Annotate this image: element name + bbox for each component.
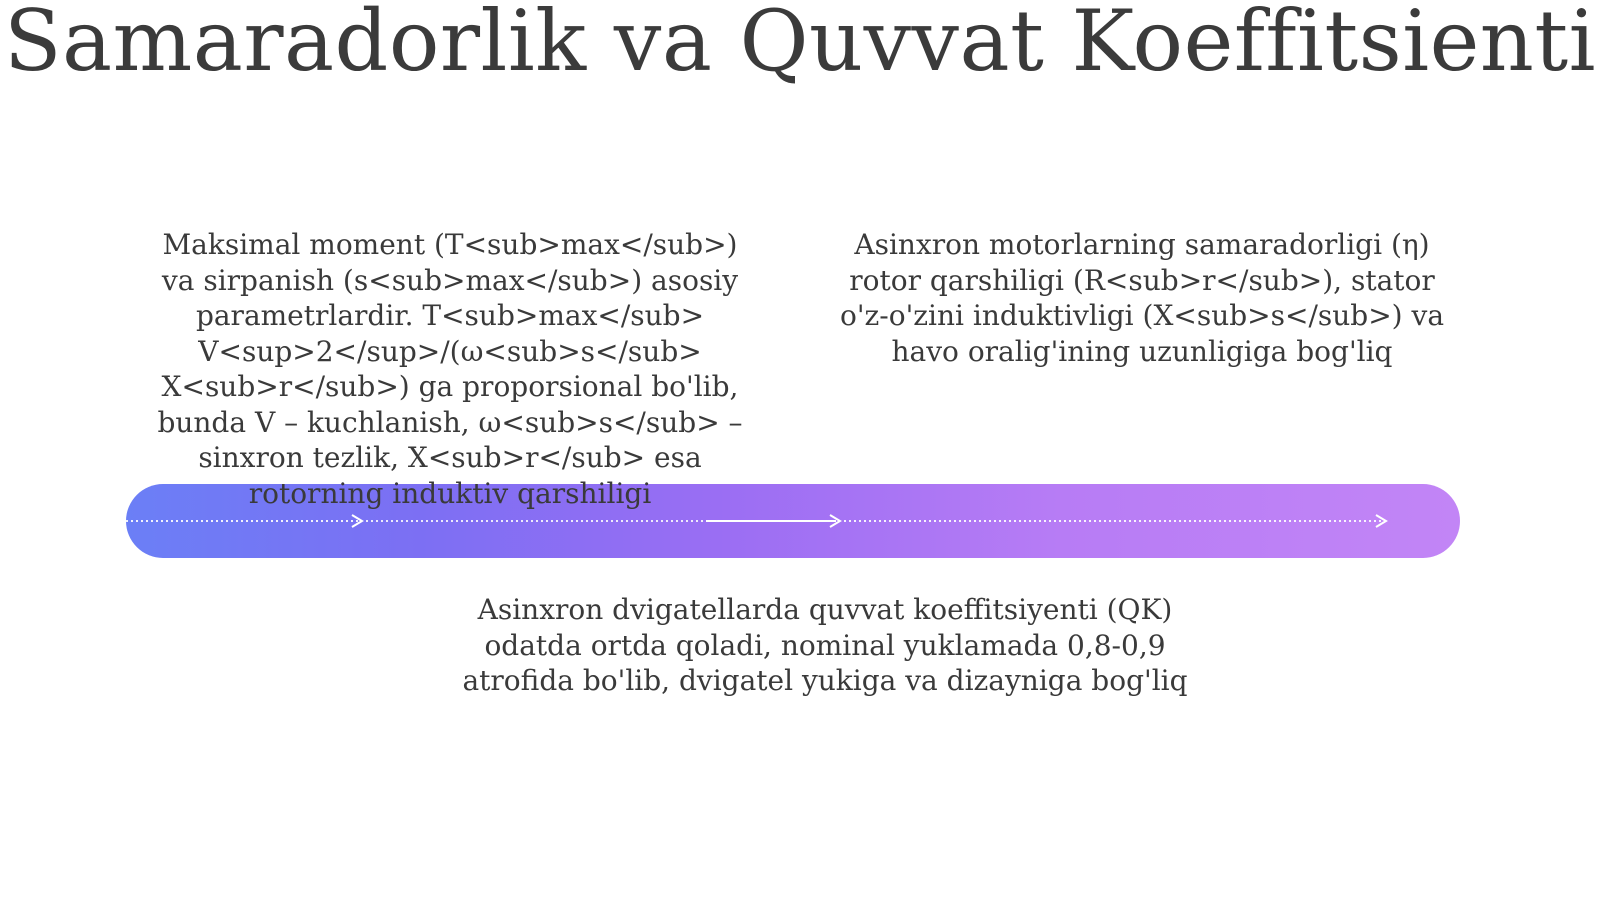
- right-description: Asinxron motorlarning samaradorligi (η) rotor qarshiligi (R<sub>r</sub>), stator o'z-o'zini induktivligi (X<sub>s</sub>) va havo oralig'ining uzunligiga bog'liq: [839, 228, 1445, 368]
- slide-title: Samaradorlik va Quvvat Koeffitsienti: [3, 0, 1597, 90]
- bottom-description: Asinxron dvigatellarda quvvat koeffitsiyenti (QK) odatda ortda qoladi, nominal yuklamada 0,8-0,9 atrofida bo'lib, dvigatel yukiga va dizayniga bog'liq: [462, 593, 1188, 697]
- left-description: Maksimal moment (T<sub>max</sub>) va sirpanish (s<sub>max</sub>) asosiy parametrlardir. T<sub>max</sub> V<sup>2</sup>/(ω<sub>s</sub> X<sub>r</sub>) ga proporsional bo'lib, bunda V – kuchlanish, ω<sub>s</sub> – sinxron tezlik, X<sub>r</sub> esa rotorning induktiv qarshiligi: [157, 228, 743, 510]
